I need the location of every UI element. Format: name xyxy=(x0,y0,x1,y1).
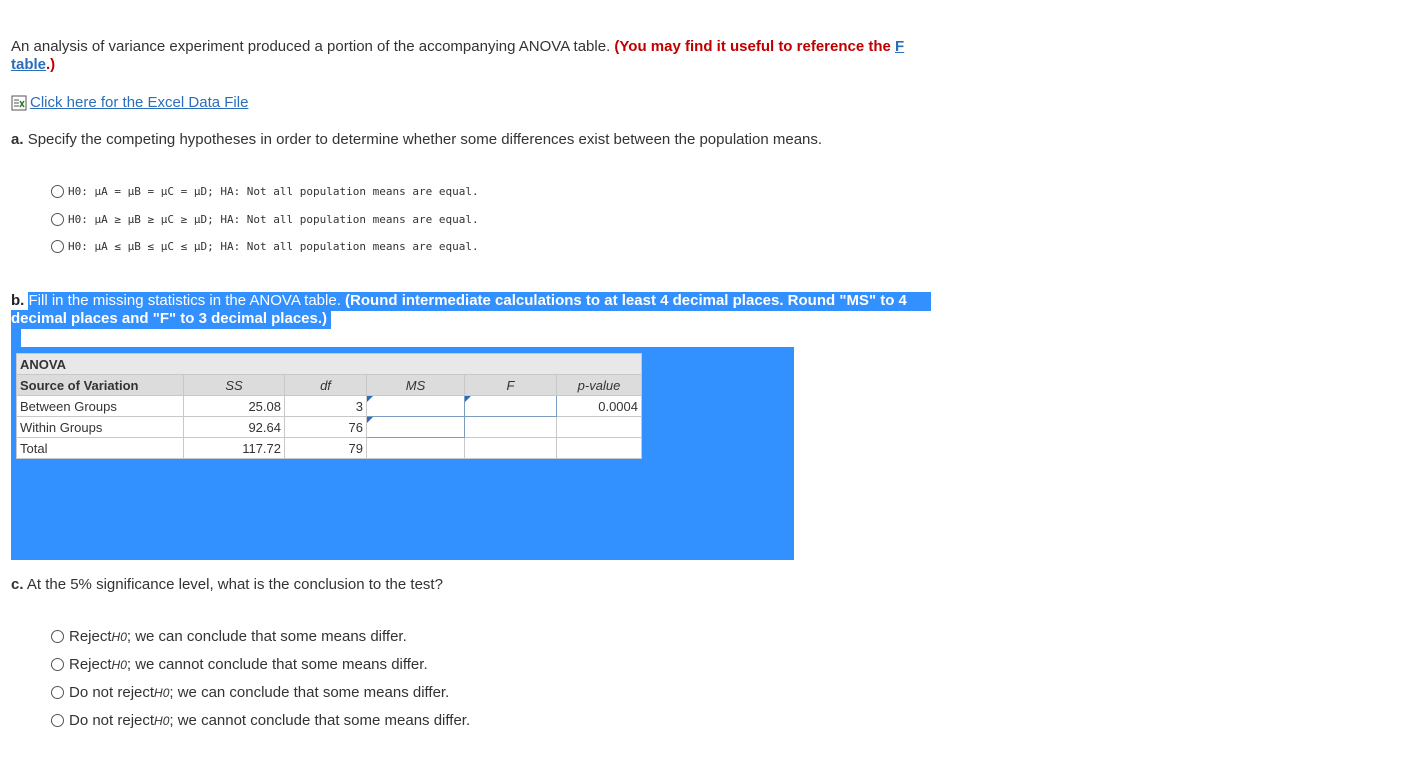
input-flag-icon xyxy=(465,396,471,402)
hypothesis-option-1[interactable] xyxy=(51,185,479,198)
conclusion-option-4[interactable]: Do not reject H0 ; we cannot conclude that some means differ. xyxy=(51,712,470,729)
col-header-ss: SS xyxy=(184,375,285,396)
anova-title: ANOVA xyxy=(17,354,642,375)
h0-symbol: H0 xyxy=(111,657,127,672)
ms-within-input[interactable] xyxy=(367,417,465,438)
radio-button[interactable] xyxy=(51,714,64,727)
input-flag-icon xyxy=(367,396,373,402)
hypothesis-option-text: H0: μA = μB = μC = μD; HA: Not all population means are equal. xyxy=(68,185,479,198)
radio-button[interactable] xyxy=(51,213,64,226)
source-cell: Total xyxy=(17,438,184,459)
hypothesis-option-2[interactable] xyxy=(51,213,479,226)
conclusion-option-2[interactable]: Reject H0 ; we cannot conclude that some means differ. xyxy=(51,656,428,673)
question-c-label: c. xyxy=(11,576,24,593)
col-header-ms: MS xyxy=(367,375,465,396)
excel-file-icon xyxy=(11,95,27,111)
question-b xyxy=(11,292,931,328)
hint-text: (You may find it useful to reference the F table.) xyxy=(11,38,905,73)
question-b-label: b. xyxy=(11,292,25,309)
f-cell xyxy=(465,417,557,438)
excel-link-text[interactable]: Click here for the Excel Data File xyxy=(30,94,249,111)
intro-paragraph xyxy=(11,38,951,74)
f-table-link[interactable]: F table xyxy=(11,38,905,73)
col-header-df: df xyxy=(285,375,367,396)
conclusion-option-3[interactable]: Do not reject H0 ; we can conclude that some means differ. xyxy=(51,684,449,701)
hypothesis-option-text: H0: μA ≥ μB ≥ μC ≥ μD; HA: Not all population means are equal. xyxy=(68,213,479,226)
h0-symbol: H0 xyxy=(154,713,170,728)
question-c xyxy=(11,576,443,593)
question-a-label: a. xyxy=(11,131,24,148)
hypothesis-option-3[interactable] xyxy=(51,240,479,253)
table-row xyxy=(17,417,642,438)
source-cell: Within Groups xyxy=(17,417,184,438)
pvalue-cell: 0.0004 xyxy=(557,396,642,417)
ss-cell: 25.08 xyxy=(184,396,285,417)
table-row xyxy=(17,438,642,459)
source-cell: Between Groups xyxy=(17,396,184,417)
col-header-f: F xyxy=(465,375,557,396)
hypothesis-option-text: H0: μA ≤ μB ≤ μC ≤ μD; HA: Not all population means are equal. xyxy=(68,240,479,253)
col-header-source: Source of Variation xyxy=(17,375,184,396)
radio-button[interactable] xyxy=(51,686,64,699)
selection-highlight xyxy=(11,328,21,347)
ms-cell xyxy=(367,438,465,459)
question-c-text: At the 5% significance level, what is the conclusion to the test? xyxy=(26,576,443,593)
h0-symbol: H0 xyxy=(154,685,170,700)
conclusion-option-1[interactable]: Reject H0 ; we can conclude that some means differ. xyxy=(51,628,407,645)
col-header-pvalue: p-value xyxy=(557,375,642,396)
ms-between-input[interactable] xyxy=(367,396,465,417)
question-a xyxy=(11,131,822,148)
anova-header-row xyxy=(17,375,642,396)
f-cell xyxy=(465,438,557,459)
question-b-instruction: (Round intermediate calculations to at least 4 decimal places. Round "MS" to 4 decimal places and "F" to 3 decimal places.) xyxy=(11,292,907,327)
excel-data-link[interactable] xyxy=(11,94,248,111)
question-b-text: Fill in the missing statistics in the ANOVA table. xyxy=(28,292,341,309)
input-flag-icon xyxy=(367,417,373,423)
radio-button[interactable] xyxy=(51,240,64,253)
f-input[interactable] xyxy=(465,396,557,417)
df-cell: 79 xyxy=(285,438,367,459)
ss-cell: 117.72 xyxy=(184,438,285,459)
radio-button[interactable] xyxy=(51,185,64,198)
intro-text: An analysis of variance experiment produced a portion of the accompanying ANOVA table. xyxy=(11,38,611,55)
df-cell: 3 xyxy=(285,396,367,417)
table-row xyxy=(17,396,642,417)
pvalue-cell xyxy=(557,417,642,438)
h0-symbol: H0 xyxy=(111,629,127,644)
anova-table xyxy=(16,353,642,459)
df-cell: 76 xyxy=(285,417,367,438)
question-a-text: Specify the competing hypotheses in order to determine whether some differences exist between the population means. xyxy=(27,131,823,148)
radio-button[interactable] xyxy=(51,658,64,671)
pvalue-cell xyxy=(557,438,642,459)
ss-cell: 92.64 xyxy=(184,417,285,438)
radio-button[interactable] xyxy=(51,630,64,643)
